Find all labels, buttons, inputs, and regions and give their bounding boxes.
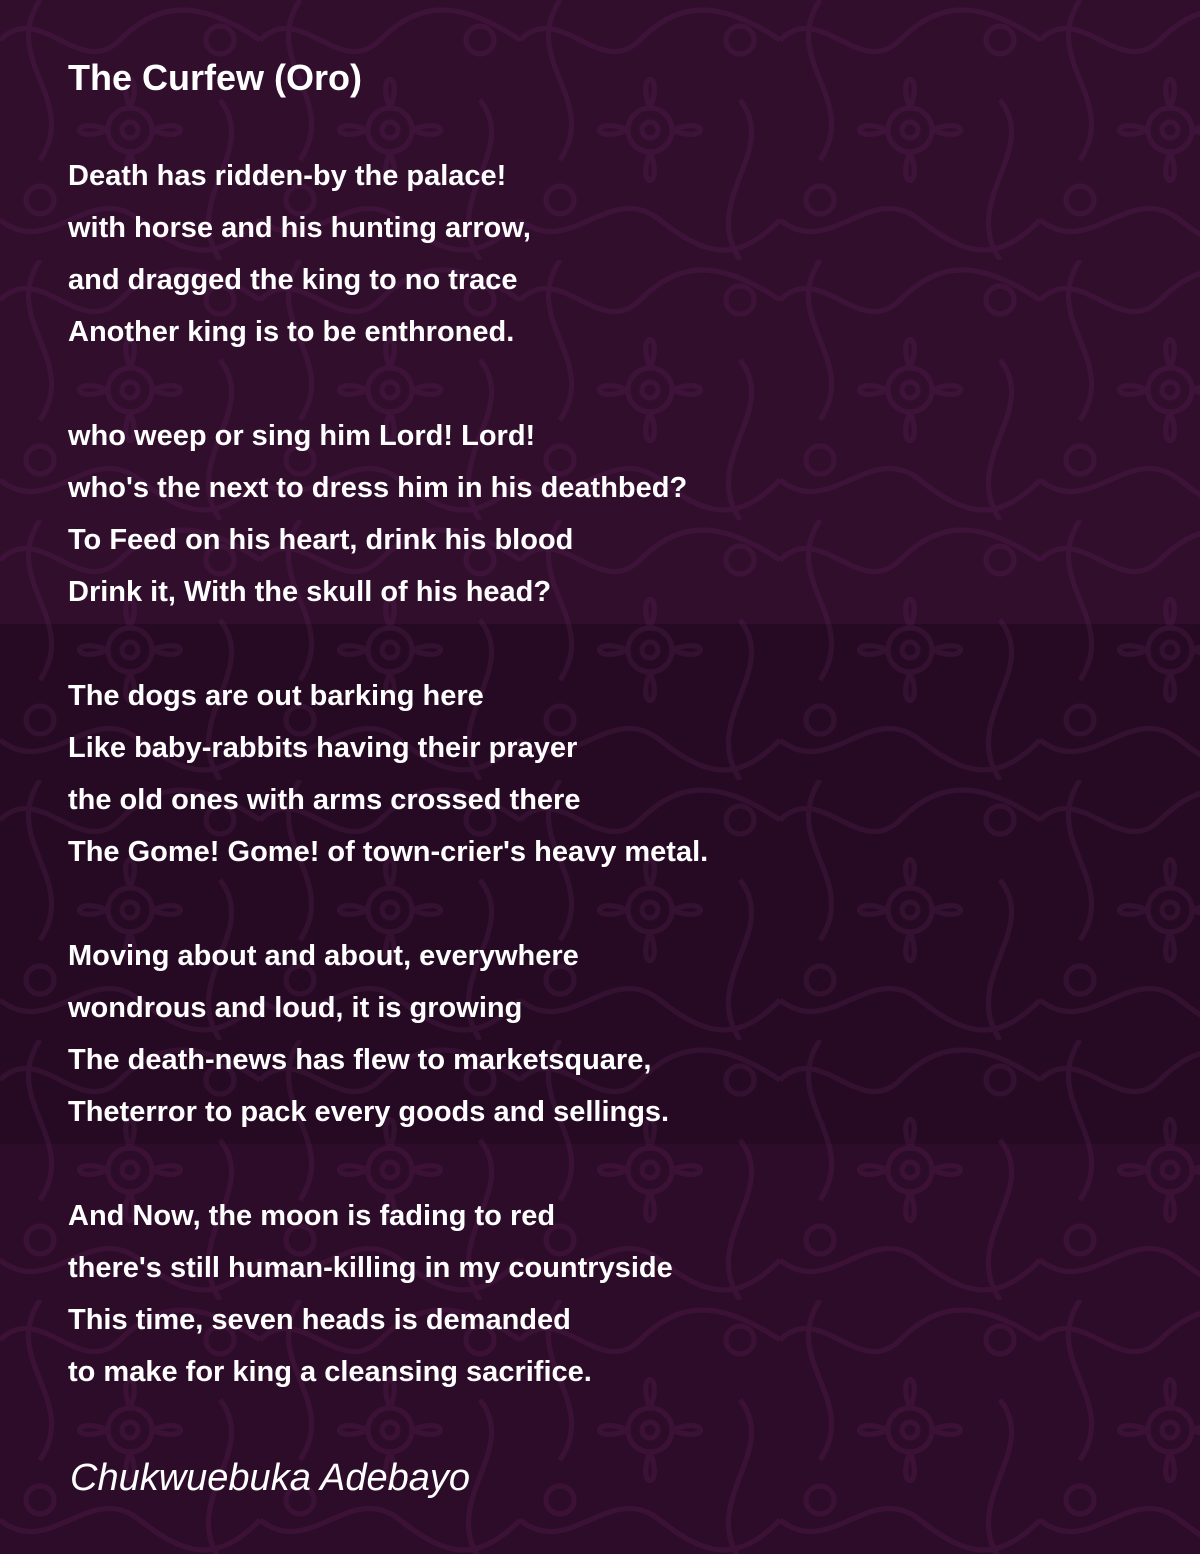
stanza <box>68 670 708 878</box>
poem-line: Drink it, With the skull of his head? <box>68 576 552 608</box>
poem-line: The dogs are out barking here <box>68 680 484 712</box>
poem-line: the old ones with arms crossed there <box>68 784 581 816</box>
poem-body <box>68 150 708 1450</box>
stanza <box>68 410 708 618</box>
poem-line: Like baby-rabbits having their prayer <box>68 732 578 764</box>
poem-line: The death-news has flew to marketsquare, <box>68 1044 652 1076</box>
poem-line: Another king is to be enthroned. <box>68 316 515 348</box>
poem-line: with horse and his hunting arrow, <box>68 212 531 244</box>
poem-line: there's still human-killing in my countryside <box>68 1252 673 1284</box>
poem-line: The Gome! Gome! of town-crier's heavy metal. <box>68 836 709 868</box>
stanza <box>68 150 708 358</box>
stanza <box>68 930 708 1138</box>
poem-line: Death has ridden-by the palace! <box>68 160 507 192</box>
poem-line: to make for king a cleansing sacrifice. <box>68 1356 592 1388</box>
poem-line: To Feed on his heart, drink his blood <box>68 524 574 556</box>
poem-line: who weep or sing him Lord! Lord! <box>68 420 536 452</box>
poem-line: wondrous and loud, it is growing <box>68 992 523 1024</box>
poem-line: This time, seven heads is demanded <box>68 1304 571 1336</box>
poem-author: Chukwuebuka Adebayo <box>70 1457 470 1499</box>
poem-line: Moving about and about, everywhere <box>68 940 579 972</box>
poem-title: The Curfew (Oro) <box>68 57 362 98</box>
poem-line: and dragged the king to no trace <box>68 264 518 296</box>
stanza <box>68 1190 708 1398</box>
poem-line: Theterror to pack every goods and sellings. <box>68 1096 670 1128</box>
poem-line: And Now, the moon is fading to red <box>68 1200 556 1232</box>
poem-line: who's the next to dress him in his deathbed? <box>68 472 688 504</box>
